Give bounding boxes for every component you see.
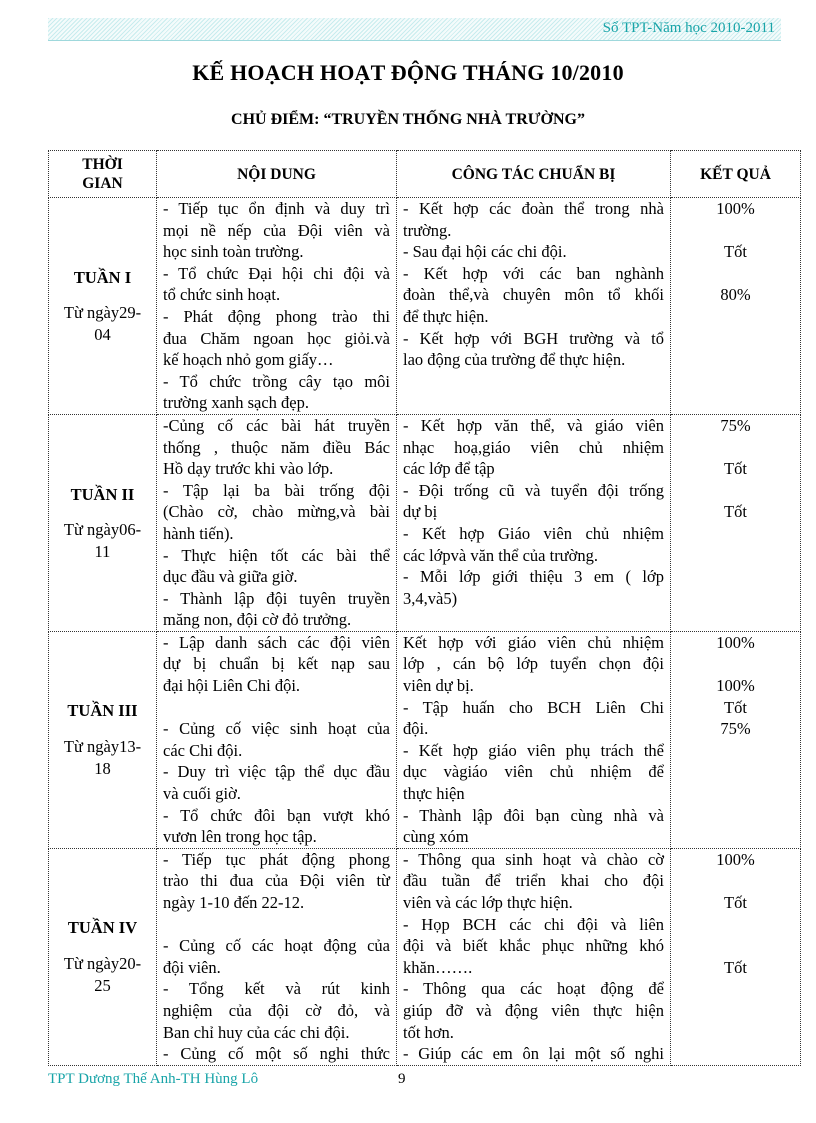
content-line: các Chi đội. [163,740,243,760]
content-line: - Củng cố việc sinh hoạt của [163,719,390,739]
prep-line: - Thông qua các hoạt động để [403,979,664,999]
week-result-cell [671,198,801,415]
footer-author: TPT Dương Thế Anh-TH Hùng Lô [48,1071,259,1087]
prep-line: - Đội trống cũ và tuyển đội trống [403,480,664,500]
content-line: đại hội Liên Chi đội. [163,676,301,696]
prep-line: dự bị [403,502,438,522]
week-prep-cell [397,198,671,415]
prep-line: - Họp BCH các chi đội và liên [403,914,664,934]
content-line: tổ chức sinh hoạt. [163,285,281,305]
content-line: măng non, đội cờ đỏ trưởng. [163,610,352,630]
prep-line: nhạc hoạ,giáo viên chủ nhiệm [403,437,664,457]
content-line: - Thực hiện tốt các bài thể [163,545,390,565]
prep-line: viên và các lớp thực hiện. [403,893,573,912]
content-line: - Tổng kết và rút kinh [163,979,390,999]
prep-line: các lớpvà văn thể của trường. [403,545,598,565]
activity-plan-table [48,150,801,1066]
prep-line: - Thông qua sinh hoạt và chào cờ [403,849,664,869]
prep-line: - Kết hợp với BGH trường và tổ [403,328,664,348]
result-value: 100% [716,849,755,869]
prep-line: giúp đỡ và động viên thực hiện [403,1000,664,1020]
week-name: TUẦN II [70,484,135,504]
prep-line: - Kết hợp Giáo viên chủ nhiệm [403,523,664,543]
content-line: học sinh toàn trường. [163,242,304,262]
week-time-cell [49,198,157,415]
result-value: 80% [720,285,751,305]
content-line: - Tiếp tục ổn định và duy trì [163,199,390,218]
content-line: mọi nề nếp của Đội viên và [163,220,390,240]
week-result-cell [671,414,801,631]
content-line: kế hoạch nhỏ gom giấy… [163,350,334,370]
prep-line: - Kết hợp với các ban nghành [403,263,664,283]
content-line: trào thi đua của Đội viên từ [163,871,390,891]
header-content: NỘI DUNG [157,151,397,198]
prep-line: đội. [403,719,429,739]
result-value: Tốt [724,957,747,977]
week-name: TUẦN III [67,701,138,721]
table-header-row [49,151,801,198]
content-line: nghiệm của đội cờ đỏ, và [163,1000,390,1020]
header-time [49,151,157,198]
content-line: - Lập danh sách các đội viên [163,632,390,652]
prep-line: đội và biết khắc phục những khó [403,936,664,956]
content-line: - Phát động phong trào thi [163,306,390,326]
content-line: -Củng cố các bài hát truyền [163,415,390,435]
prep-line: - Giúp các em ôn lại một số nghi [403,1044,664,1064]
header-time-line1: THỜI [82,156,123,173]
week-row-1 [49,198,801,415]
content-line: - Thành lập đội tuyên truyền [163,588,390,608]
header-prep: CÔNG TÁC CHUẨN BỊ [397,151,671,198]
prep-line: dục vàgiáo viên chủ nhiệm để [403,762,664,782]
prep-line: thực hiện [403,784,465,804]
week-result-cell [671,631,801,848]
week-time-cell [49,631,157,848]
prep-line: - Thành lập đôi bạn cùng nhà và [403,805,664,825]
week-row-3 [49,631,801,848]
prep-line: - Kết hợp văn thể, và giáo viên [403,415,664,435]
week-prep-cell [397,848,671,1065]
week-content-cell [157,414,397,631]
content-line: - Củng cố một số nghi thức [163,1044,390,1064]
prep-line: - Mỗi lớp giới thiệu 3 em ( lớp [403,567,664,587]
content-line: và cuối giờ. [163,784,241,804]
content-line: đội viên. [163,957,221,977]
week-days-line2: 04 [94,324,111,344]
week-days-line1: Từ ngày13- [63,737,142,757]
header-time-line2: GIAN [82,175,123,192]
content-line: - Duy trì việc tập thể dục đầu [163,762,390,782]
prep-line: - Tập huấn cho BCH Liên Chi [403,697,664,717]
week-row-4 [49,848,801,1065]
content-line: - Củng cố các hoạt động của [163,936,390,956]
content-line: - Tổ chức Đại hội chi đội và [163,263,390,283]
header-text: Sổ TPT-Năm học 2010-2011 [602,20,775,36]
prep-line: Kết hợp với giáo viên chủ nhiệm [403,632,664,652]
page-subtitle: CHỦ ĐIỂM: “TRUYỀN THỐNG NHÀ TRƯỜNG” [231,111,585,128]
result-value: Tốt [724,242,747,262]
header-result: KẾT QUẢ [671,151,801,198]
page-title: KẾ HOẠCH HOẠT ĐỘNG THÁNG 10/2010 [192,60,624,85]
content-line: đua Chăm ngoan học giỏi.và [163,328,390,348]
page-number: 9 [398,1071,406,1087]
result-value: Tốt [724,502,747,522]
content-line: thống , thuộc năm điều Bác [163,437,390,457]
result-value: 75% [720,415,751,435]
prep-line: 3,4,và5) [403,588,458,608]
prep-line: để thực hiện. [403,306,489,326]
week-days-line1: Từ ngày29- [63,303,142,323]
week-days-line1: Từ ngày06- [63,520,142,540]
prep-line: tốt hơn. [403,1022,454,1042]
week-time-cell [49,414,157,631]
prep-line: viên dự bị. [403,676,474,696]
prep-line: - Kết hợp các đoàn thể trong nhà [403,199,664,218]
result-value: Tốt [724,697,747,717]
prep-line: đầu tuần để triển khai cho đội [403,871,664,891]
content-line: vươn lên trong học tập. [163,827,317,847]
prep-line: cùng xóm [403,827,469,847]
week-name: TUẦN I [73,267,132,287]
week-content-cell [157,198,397,415]
prep-line: các lớp để tập [403,459,495,479]
content-line: trường xanh sạch đẹp. [163,393,309,413]
prep-line: lớp , cán bộ lớp tuyển chọn đội [403,654,664,674]
content-line: - Tổ chức đôi bạn vượt khó [163,805,390,825]
prep-line: đoàn thể,và chuyên môn tổ khối [403,285,664,305]
prep-line: - Kết hợp giáo viên phụ trách thể [403,740,664,760]
week-content-cell [157,631,397,848]
week-days-line2: 11 [94,541,111,561]
content-line: (Chào cờ, chào mừng,và bài [163,502,390,522]
week-days-line2: 25 [94,975,111,995]
content-line: dục đầu và giữa giờ. [163,567,298,587]
week-content-cell [157,848,397,1065]
content-line: hành tiến). [163,523,234,543]
content-line: Hồ dạy trước khi vào lớp. [163,459,334,479]
prep-line: lao động của trường để thực hiện. [403,350,626,370]
content-line: - Tổ chức trồng cây tạo môi [163,371,390,391]
result-value: 75% [720,719,751,739]
prep-line: - Sau đại hội các chi đội. [403,242,567,262]
week-prep-cell [397,414,671,631]
week-prep-cell [397,631,671,848]
result-value: 100% [716,199,755,218]
result-value: Tốt [724,893,747,912]
week-days-line1: Từ ngày20- [63,953,142,973]
prep-line: trường. [403,220,452,240]
content-line: Ban chỉ huy của các chi đội. [163,1022,350,1042]
prep-line: khăn……. [403,957,473,977]
content-line: - Tiếp tục phát động phong [163,849,390,869]
week-result-cell [671,848,801,1065]
content-line: dự bị chuẩn bị kết nạp sau [163,654,390,674]
result-value: 100% [716,676,755,696]
result-value: Tốt [724,459,747,479]
week-days-line2: 18 [94,758,111,778]
header-band [48,18,781,41]
content-line: ngày 1-10 đến 22-12. [163,893,305,912]
content-line: - Tập lại ba bài trống đội [163,480,390,500]
week-row-2 [49,414,801,631]
week-name: TUẦN IV [67,918,138,938]
result-value: 100% [716,632,755,652]
week-time-cell [49,848,157,1065]
